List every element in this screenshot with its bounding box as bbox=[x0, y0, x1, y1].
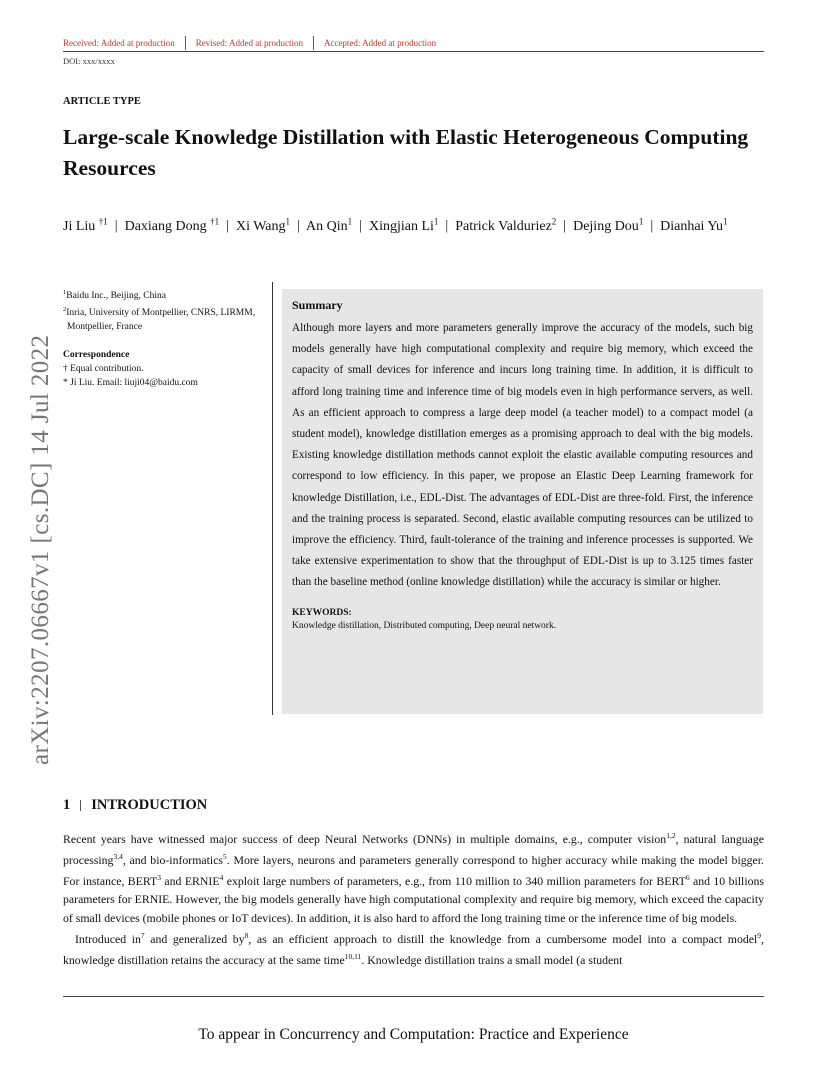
author bbox=[306, 216, 353, 234]
revised-date: Revised: Added at production bbox=[195, 38, 303, 48]
author-separator: | bbox=[290, 218, 307, 234]
author-separator: | bbox=[352, 218, 369, 234]
intro-text-run: and 10 billions parameters for ERNIE. However, the big models generally have high computational complexity and require big memory, which exceed the capacity of small devices (mobile phones or IoT devices). In addition, it is also hard to afford the long training time or the inference time of big models. bbox=[63, 874, 765, 925]
section-heading bbox=[63, 797, 207, 814]
author-name: An Qin bbox=[306, 218, 348, 234]
keywords-title: KEYWORDS: bbox=[292, 607, 352, 618]
author-affiliation-mark: †1 bbox=[98, 216, 108, 226]
author-affiliation-mark: 1 bbox=[433, 216, 439, 226]
summary-abstract: Although more layers and more parameters generally improve the accuracy of the models, such big models generally have high computational complexity and require big memory, which exceed the capacity of small devices for inference and incurs long training time. In addition, it is difficult to afford long training time and inference time of big models even in high performance servers, as well. As an efficient approach to compress a large deep model (a teacher model) to a compact model (a student model), knowledge distillation emerges as a promising approach to deal with the big models. Existing knowledge distillation methods cannot exploit the elastic available computing resources and correspond to low efficiency. In this paper, we propose an Elastic Deep Learning framework for knowledge Distillation, i.e., EDL-Dist. The advantages of EDL-Dist are three-fold. First, the inference and the training process is separated. Second, elastic available computing resources can be utilized to improve the efficiency. Third, fault-tolerance of the training and inference processes is supported. We take extensive experimentation to show that the throughput of EDL-Dist is up to 3.125 times faster than the baseline method (online knowledge distillation) while the accuracy is similar or higher. bbox=[292, 322, 753, 589]
correspondence-title: Correspondence bbox=[63, 350, 130, 361]
citation-ref[interactable]: 3,4 bbox=[113, 852, 123, 862]
journal-footer: To appear in Concurrency and Computation: Practice and Experience bbox=[198, 1026, 629, 1043]
section-title: INTRODUCTION bbox=[91, 797, 208, 813]
citation-ref[interactable]: 5 bbox=[223, 852, 227, 862]
citation-ref[interactable]: 7 bbox=[140, 930, 145, 940]
author-name: Xi Wang bbox=[235, 218, 286, 234]
intro-text-run: , and bio-informatics bbox=[122, 853, 224, 868]
author-name: Xingjian Li bbox=[368, 218, 434, 234]
author bbox=[124, 216, 220, 234]
header-rule bbox=[63, 51, 764, 52]
author bbox=[368, 216, 439, 234]
intro-text-run: and ERNIE bbox=[161, 874, 220, 889]
author-name: Daxiang Dong bbox=[124, 218, 211, 234]
author bbox=[235, 216, 291, 234]
introduction-text bbox=[63, 827, 764, 969]
keywords: Knowledge distillation, Distributed computing, Deep neural network. bbox=[292, 620, 557, 631]
affiliation: $^1$Baidu Inc., Beijing, China bbox=[63, 289, 166, 302]
citation-ref[interactable]: 6 bbox=[685, 873, 690, 883]
intro-text-run: . More layers, neurons and parameters generally correspond to higher accuracy while making the model bigger. For instance, BERT bbox=[63, 853, 764, 889]
section-divider bbox=[80, 800, 81, 811]
author-name: Ji Liu bbox=[63, 218, 99, 234]
intro-text-run: exploit large numbers of parameters, e.g., from 110 million to 340 million parameters for BERT bbox=[223, 874, 686, 889]
intro-paragraph bbox=[63, 927, 764, 969]
author-name: Patrick Valduriez bbox=[455, 218, 552, 234]
footer-rule bbox=[63, 996, 764, 997]
author-list bbox=[63, 208, 763, 240]
affiliations-block bbox=[63, 286, 263, 390]
author-affiliation-mark: 1 bbox=[347, 216, 353, 226]
intro-text-run: , as an efficient approach to distill the knowledge from a cumbersome model into a compact model bbox=[248, 931, 758, 946]
citation-ref[interactable]: 8 bbox=[244, 930, 249, 940]
production-dates bbox=[63, 36, 764, 50]
corresponding-email: * Ji Liu. Email: liuji04@baidu.com bbox=[63, 378, 198, 389]
author bbox=[63, 216, 108, 234]
arxiv-identifier: arXiv:2207.06667v1 [cs.DC] 14 Jul 2022 bbox=[27, 334, 54, 765]
doi: DOI: xxx/xxxx bbox=[63, 56, 115, 66]
intro-text-run: and generalized by bbox=[144, 931, 245, 946]
intro-text-run: , natural language processing bbox=[63, 831, 764, 868]
author-separator: | bbox=[107, 218, 125, 234]
header-divider bbox=[313, 36, 314, 50]
author bbox=[660, 216, 728, 234]
author-separator: | bbox=[556, 218, 574, 234]
citation-ref[interactable]: 9 bbox=[757, 930, 762, 940]
author-name: Dianhai Yu bbox=[660, 218, 723, 234]
equal-contribution-note: † Equal contribution. bbox=[63, 364, 144, 375]
author-name: Dejing Dou bbox=[573, 218, 639, 234]
section-number: 1 bbox=[63, 797, 71, 813]
received-date: Received: Added at production bbox=[63, 38, 175, 48]
header-divider bbox=[185, 36, 186, 50]
author-affiliation-mark: 1 bbox=[285, 216, 291, 226]
citation-ref[interactable]: 10,11 bbox=[344, 951, 362, 961]
author-separator: | bbox=[643, 218, 661, 234]
author-affiliation-mark: 1 bbox=[722, 216, 728, 226]
accepted-date: Accepted: Added at production bbox=[323, 38, 437, 48]
author-separator: | bbox=[219, 218, 236, 234]
citation-ref[interactable]: 3 bbox=[157, 873, 161, 883]
author-affiliation-mark: 2 bbox=[551, 216, 557, 226]
author-affiliation-mark: †1 bbox=[210, 216, 220, 226]
author bbox=[455, 216, 557, 234]
summary-title: Summary bbox=[292, 298, 343, 312]
summary-box bbox=[282, 289, 763, 714]
author-separator: | bbox=[438, 218, 456, 234]
intro-paragraph bbox=[63, 827, 764, 927]
intro-text-run: . Knowledge distillation trains a small model (a student bbox=[361, 952, 623, 967]
paper-title: Large-scale Knowledge Distillation with Elastic Heterogeneous Computing Resources bbox=[63, 125, 749, 180]
intro-text-run: , knowledge distillation retains the accuracy at the same time bbox=[63, 931, 764, 967]
citation-ref[interactable]: 1,2 bbox=[666, 831, 676, 840]
citation-ref[interactable]: 4 bbox=[219, 873, 224, 883]
intro-text-run: Recent years have witnessed major success of deep Neural Networks (DNNs) in multiple domains, e.g., computer vision bbox=[63, 831, 667, 846]
intro-text-run: Introduced in bbox=[75, 931, 141, 946]
author bbox=[573, 216, 644, 234]
article-type: ARTICLE TYPE bbox=[63, 96, 141, 107]
author-affiliation-mark: 1 bbox=[638, 216, 644, 226]
affiliation: $^2$Inria, University of Montpellier, CNRS, LIRMM, Montpellier, France bbox=[63, 306, 256, 333]
column-divider bbox=[272, 282, 273, 715]
